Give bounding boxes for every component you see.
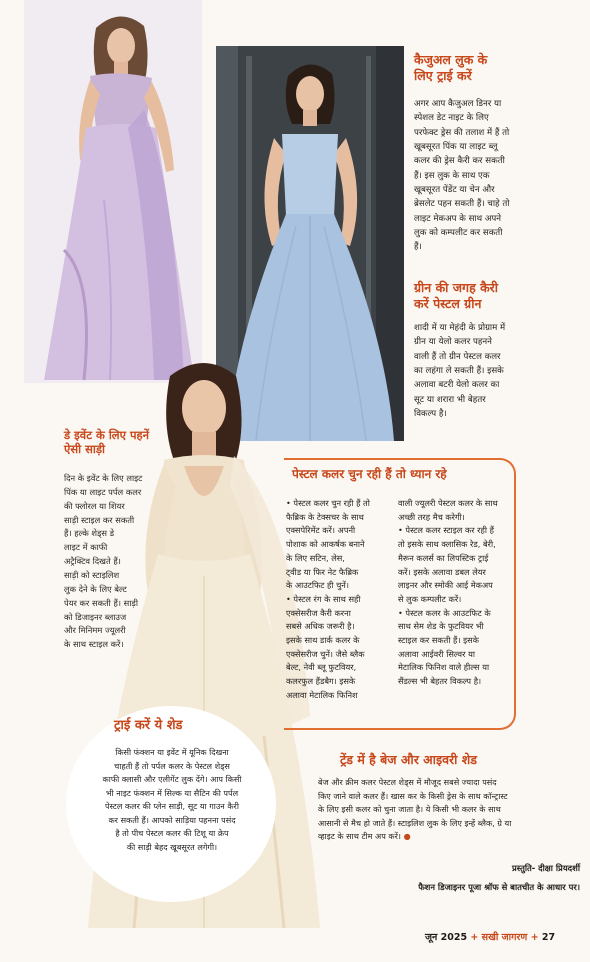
text-line: लाइट मेकअप के साथ अपने <box>414 213 502 224</box>
text-line: लाइनर और स्मोकी आई मेकअप <box>398 580 493 591</box>
day-event-title <box>64 428 149 457</box>
text-line: ग्रीन या येलो कलर पहनने <box>414 337 492 348</box>
text-line: है तो पीच पेस्टल कलर की टिशू या क्रेप <box>115 828 229 839</box>
try-shades-body <box>74 746 270 854</box>
text-line: अलावा मेटालिक फिनिश <box>286 689 358 700</box>
text-line: शादी में या मेहंदी के प्रोग्राम में <box>414 323 506 333</box>
footer-brand: सखी जागरण <box>481 932 528 943</box>
text-line: पेस्टल कलर की प्लेन साड़ी, सूट या गाउन कैरी <box>105 801 239 812</box>
text-line: अलावा बटरी येलो कलर का <box>414 380 500 391</box>
text-line: सबसे अधिक जरूरी है। <box>286 621 355 632</box>
casual-title-line-1: कैजुअल लुक के <box>414 52 488 67</box>
text-line: साथ सेम शेड के फुटवियर भी <box>398 621 484 632</box>
text-line: और मिनिमम ज्यूलरी <box>64 625 126 636</box>
casual-look-body <box>414 98 584 255</box>
text-line: वाली हैं तो ग्रीन पेस्टल कलर <box>414 351 501 362</box>
casual-look-title <box>414 52 487 83</box>
trend-body <box>318 776 580 844</box>
pastel-tips-title: पेस्टल कलर चुन रही हैं तो ध्यान रहे <box>292 467 447 481</box>
text-line: कलर की ड्रेस कैरी कर सकती <box>414 156 505 167</box>
text-line: की फ्लोरल या शियर <box>64 500 125 511</box>
credit-author: प्रस्तुति- दीक्षा प्रियदर्शी <box>512 863 580 873</box>
text-line: खूबसूरत पेंडेंट या चेन और <box>414 184 495 195</box>
text-line: मैरून कलर्स का लिपस्टिक ट्राई <box>398 552 489 563</box>
text-line: कलरफुल हैंडबैग। इसके <box>286 676 356 687</box>
text-line: तो इसके साथ क्लासिक रेड, बेरी, <box>398 539 496 550</box>
text-line: खूबसूरत पिंक या लाइट ब्लू <box>414 141 498 152</box>
try-shades-title: ट्राई करें ये शेड <box>114 718 183 733</box>
text-line: किसी फंक्शन या इवेंट में यूनिक दिखना <box>115 747 229 757</box>
text-line: भी नाइट फंक्शन में सिल्क या सैटिन की पर्पल <box>105 787 239 798</box>
text-line: बेल्ट, नेवी ब्लू फुटवियर, <box>286 662 357 673</box>
text-line: के लिए सटिन, लेस, <box>286 552 345 563</box>
text-line: ट्वीड या फिर नेट फैब्रिक <box>286 566 359 577</box>
text-line: अट्रैक्टिव दिखते हैं। <box>64 556 121 567</box>
text-line: अलावा आईवरी सिल्वर या <box>398 648 475 659</box>
text-line: कर सकती हैं। आपको साड़िया पहनना पसंद <box>108 814 236 825</box>
text-line: परफेक्ट ड्रेस की तलाश में हैं तो <box>414 127 510 138</box>
day-event-title-line-2: ऐसी साड़ी <box>64 442 105 457</box>
text-line: स्टाइल कर सकती हैं। इसके <box>398 635 479 646</box>
text-line: • पेस्टल कलर के आउटफिट के <box>398 607 491 618</box>
pastel-tips-col-1 <box>286 497 398 703</box>
text-line: ब्रेसलेट पहन सकती हैं। चाहे तो <box>414 199 510 210</box>
text-line: व्हाइट के साथ टीम अप करें। ● <box>318 831 411 842</box>
pastel-tips-col-2 <box>398 497 516 689</box>
text-line: की साड़ी बेहद खूबसूरत लगेगी। <box>126 841 218 852</box>
text-line: साड़ी स्टाइल कर सकती <box>64 514 135 525</box>
text-line: इसके साथ डार्क कलर के <box>286 635 360 646</box>
credit-block <box>350 862 580 895</box>
footer-separator: + <box>530 932 539 943</box>
text-line: स्पेशल डेट नाइट के लिए <box>414 113 489 124</box>
trend-title: ट्रेंड में है बेज और आइवरी शेड <box>340 752 477 767</box>
text-line: अगर आप कैजुअल डिनर या <box>414 99 502 109</box>
text-line: को डिजाइनर ब्लाउज <box>64 611 127 622</box>
text-line: आसानी से मैच हो जाते हैं। स्टाइलिश लुक के लिए इन्हें ब्लैक, ग्रे या <box>318 817 512 828</box>
text-line: एक्सपेरिमेंट करें। अपनी <box>286 525 356 536</box>
text-line: हैं। इस लुक के साथ एक <box>414 170 490 181</box>
page-footer <box>425 930 555 943</box>
text-line: सूट या शरारा भी बेहतर <box>414 394 486 405</box>
text-line: चाहती हैं तो पर्पल कलर के पेस्टल शेड्स <box>114 760 230 771</box>
text-line: फैब्रिक के टेक्सचर के साथ <box>286 511 364 522</box>
text-line: दिन के इवेंट के लिए लाइट <box>64 473 143 483</box>
footer-page-number: 27 <box>541 932 556 943</box>
pastel-green-title <box>414 280 498 311</box>
footer-separator: + <box>470 932 479 943</box>
text-line: काफी क्लासी और एलीगेंट लुक देंगे। आप किसी <box>102 774 242 785</box>
footer-month: जून 2025 <box>425 932 468 943</box>
pastel-green-body <box>414 322 584 422</box>
text-line: पेयर कर सकती हैं। साड़ी <box>64 597 138 608</box>
green-title-line-1: ग्रीन की जगह कैरी <box>414 280 499 295</box>
text-line: वाली ज्यूलरी पेस्टल कलर के साथ <box>398 498 498 508</box>
text-line: हैं। हल्के शेड्स डे <box>64 528 115 539</box>
day-event-title-line-1: डे इवेंट के लिए पहनें <box>64 428 149 442</box>
green-title-line-2: करें पेस्टल ग्रीन <box>414 295 482 311</box>
text-line: का लहंगा ले सकती हैं। इसके <box>414 365 504 376</box>
text-line: लुक देने के लिए बेल्ट <box>64 583 127 594</box>
text-line: मेटालिक फिनिश वाले हील्स या <box>398 662 490 673</box>
text-line: • पेस्टल रंग के साथ सही <box>286 593 361 604</box>
text-line: से लुक कम्पलीट करें। <box>398 593 462 604</box>
text-line: किए जाने वाले कलर हैं। खास कर के किसी ड्रेस के साथ कॉन्ट्रास्ट <box>318 790 508 801</box>
text-line: हैं। <box>414 242 422 253</box>
photo-lilac-saree <box>24 0 202 383</box>
text-line: पिंक या लाइट पर्पल कलर <box>64 486 142 497</box>
text-line: बेज और क्रीम कलर पेस्टल शेड्स में मौजूद सबसे ज्यादा पसंद <box>318 777 497 787</box>
day-event-body <box>64 472 174 652</box>
text-line: एक्सेसरीज चुनें। जैसे ब्लैक <box>286 648 365 659</box>
text-line: • पेस्टल कलर चुन रही हैं तो <box>286 498 370 508</box>
text-line: के आउटफिट ही चुनें। <box>286 580 349 591</box>
credit-source: फैशन डिजाइनर पूजा श्रॉफ से बातचीत के आधार पर। <box>418 882 580 893</box>
text-line: के लिए इसी कलर को चुना जाता है। ये किसी भी कलर के साथ <box>318 804 501 815</box>
text-line: पोशाक को आकर्षक बनाने <box>286 539 365 550</box>
text-line: साड़ी को स्टाइलिश <box>64 570 120 581</box>
text-line: एक्सेसरीज कैरी करना <box>286 607 351 618</box>
text-line: सैंडल्स भी बेहतर विकल्प है। <box>398 676 482 687</box>
end-mark-icon: ● <box>403 831 411 842</box>
text-line: करें। इसके अलावा डबल लेयर <box>398 566 486 577</box>
text-line: लुक को कम्पलीट कर सकती <box>414 227 503 238</box>
text-line: अच्छी तरह मैच करेगी। <box>398 511 465 522</box>
text-line: के साथ स्टाइल करें। <box>64 639 124 650</box>
text-line: लाइट में काफी <box>64 542 108 553</box>
text-line: • पेस्टल कलर स्टाइल कर रही हैं <box>398 525 494 536</box>
casual-title-line-2: लिए ट्राई करें <box>414 67 472 83</box>
text-line: विकल्प है। <box>414 408 447 419</box>
